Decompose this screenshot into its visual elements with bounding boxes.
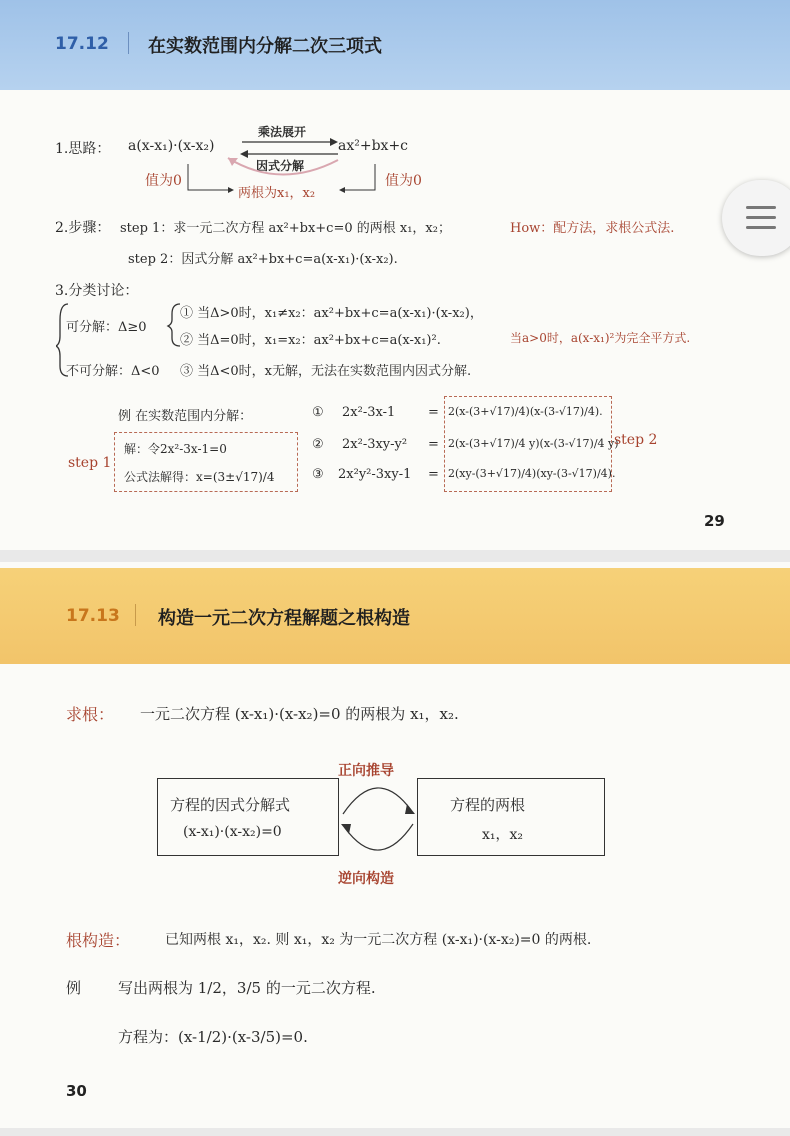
page-number: 30	[66, 1082, 87, 1100]
not-factorable-label: 不可分解：Δ<0	[66, 364, 160, 379]
example-answer: 方程为：(x-1/2)·(x-3/5)=0.	[118, 1028, 308, 1046]
section-number: 17.13	[66, 606, 120, 626]
seek-root-label: 求根：	[66, 705, 115, 724]
factorable-label: 可分解：Δ≥0	[66, 320, 147, 335]
idea-right-expr: ax²+bx+c	[338, 138, 409, 154]
roots-note: 两根为x₁，x₂	[238, 186, 316, 201]
example-item-2-num: ②	[312, 437, 324, 452]
curved-arrow-icon	[337, 774, 419, 864]
example-item-3-num: ③	[312, 467, 324, 482]
menu-icon-bar	[746, 216, 776, 219]
example-item-1-expr: 2x²-3x-1	[342, 405, 396, 420]
case3-text: ③ 当Δ<0时，x无解，无法在实数范围内因式分解.	[180, 364, 472, 379]
steps-label: 2.步骤：	[55, 220, 111, 236]
section-title: 在实数范围内分解二次三项式	[148, 36, 382, 57]
menu-icon-bar	[746, 226, 776, 229]
example-item-3-expr: 2x²y²-3xy-1	[338, 467, 412, 482]
step1-tag: step 1	[68, 455, 112, 471]
factored-form-title: 方程的因式分解式	[170, 796, 291, 814]
section-header-band	[0, 0, 790, 90]
idea-left-expr: a(x-x₁)·(x-x₂)	[128, 138, 215, 154]
section-title: 构造一元二次方程解题之根构造	[158, 608, 410, 629]
example-item-3-eq: =	[428, 467, 439, 482]
page-30	[0, 562, 790, 1128]
right-zero-note: 值为0	[385, 173, 422, 189]
root-construct-label: 根构造：	[66, 931, 131, 950]
roots-title: 方程的两根	[450, 796, 526, 814]
section-divider	[128, 32, 129, 54]
example-label: 例 在实数范围内分解：	[118, 409, 253, 424]
roots-expr: x₁，x₂	[482, 827, 524, 843]
complete-square-note: 当a>0时，a(x-x₁)²为完全平方式.	[510, 331, 691, 345]
step2-text: step 2：因式分解 ax²+bx+c=a(x-x₁)·(x-x₂).	[128, 252, 398, 267]
example-item-3-result: 2(xy-(3+√17)/4)(xy-(3-√17)/4).	[448, 467, 616, 480]
case1-text: ① 当Δ>0时，x₁≠x₂：ax²+bx+c=a(x-x₁)·(x-x₂)，	[180, 306, 483, 321]
page-number: 29	[704, 512, 725, 530]
section-number: 17.12	[55, 34, 109, 54]
seek-root-text: 一元二次方程 (x-x₁)·(x-x₂)=0 的两根为 x₁，x₂.	[140, 705, 459, 723]
example-item-1-num: ①	[312, 405, 324, 420]
forward-derivation-label: 正向推导	[338, 763, 394, 779]
step1-text: step 1：求一元二次方程 ax²+bx+c=0 的两根 x₁，x₂；	[120, 221, 451, 236]
example-item-2-eq: =	[428, 437, 439, 452]
example-label: 例	[66, 979, 82, 997]
root-construct-text: 已知两根 x₁，x₂. 则 x₁，x₂ 为一元二次方程 (x-x₁)·(x-x₂)=0 的两根.	[165, 932, 592, 948]
factored-form-box	[157, 778, 339, 856]
menu-button[interactable]	[722, 180, 790, 256]
roots-box	[417, 778, 605, 856]
factor-label: 因式分解	[256, 159, 305, 173]
step2-tag: step 2	[614, 432, 658, 448]
multiply-expand-label: 乘法展开	[258, 125, 307, 139]
factored-form-expr: (x-x₁)·(x-x₂)=0	[183, 824, 282, 840]
example-item-2-expr: 2x²-3xy-y²	[342, 437, 408, 452]
idea-label: 1.思路：	[55, 141, 111, 157]
section-divider	[135, 604, 136, 626]
menu-icon	[746, 206, 776, 209]
example-item-1-result: 2(x-(3+√17)/4)(x-(3-√17)/4).	[448, 405, 603, 418]
case2-text: ② 当Δ=0时，x₁=x₂：ax²+bx+c=a(x-x₁)².	[180, 333, 441, 348]
example-text: 写出两根为 1/2，3/5 的一元二次方程.	[118, 979, 376, 997]
page-29	[0, 0, 790, 550]
step1-solution-line2: 公式法解得：x=(3±√17)/4	[124, 470, 275, 484]
step1-solution-line1: 解：令2x²-3x-1=0	[124, 442, 227, 456]
how-note: How：配方法，求根公式法.	[510, 221, 675, 236]
example-item-2-result: 2(x-(3+√17)/4 y)(x-(3-√17)/4 y)	[448, 437, 619, 450]
example-item-1-eq: =	[428, 405, 439, 420]
reverse-construct-label: 逆向构造	[338, 871, 394, 887]
left-zero-note: 值为0	[145, 173, 182, 189]
discussion-label: 3.分类讨论：	[55, 283, 139, 299]
